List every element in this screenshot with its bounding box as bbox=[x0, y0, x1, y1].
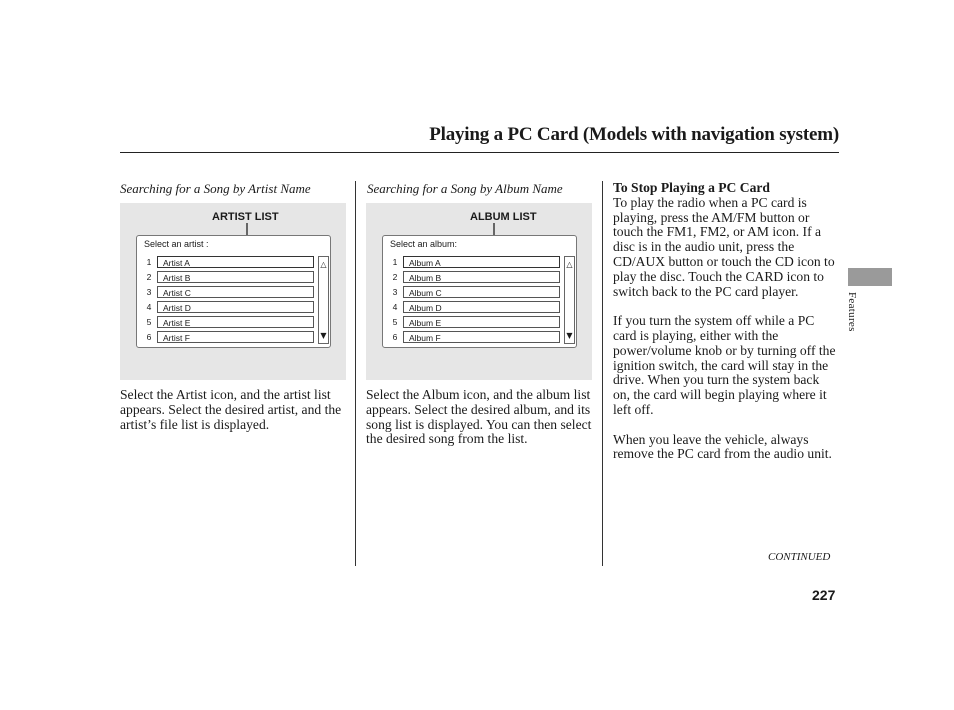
artist-list-figure bbox=[120, 203, 346, 380]
artist-item[interactable]: Artist D bbox=[157, 301, 314, 313]
album-list-figure bbox=[366, 203, 592, 380]
scrollbar[interactable] bbox=[318, 256, 329, 344]
artist-item[interactable]: Artist C bbox=[157, 286, 314, 298]
scroll-up-arrow-icon[interactable]: △ bbox=[566, 260, 573, 269]
artist-body-text: Select the Artist icon, and the artist list appears. Select the desired artist, and the artist’s file list is displayed. bbox=[120, 387, 342, 432]
artist-item[interactable]: Artist F bbox=[157, 331, 314, 343]
album-item[interactable]: Album C bbox=[403, 286, 560, 298]
album-item[interactable]: Album F bbox=[403, 331, 560, 343]
row-number: 6 bbox=[392, 332, 398, 342]
paragraph: When you leave the vehicle, always remove the PC card from the audio unit. bbox=[613, 431, 832, 462]
artist-item[interactable]: Artist A bbox=[157, 256, 314, 268]
album-list-screen bbox=[382, 235, 577, 348]
row-number: 5 bbox=[146, 317, 152, 327]
section-tab-label: Features bbox=[846, 292, 858, 332]
scroll-down-arrow-icon[interactable]: ▼ bbox=[566, 331, 573, 340]
row-number: 4 bbox=[146, 302, 152, 312]
title-rule bbox=[120, 152, 839, 153]
page-title: Playing a PC Card (Models with navigation system) bbox=[429, 124, 839, 145]
scrollbar[interactable] bbox=[564, 256, 575, 344]
row-number: 4 bbox=[392, 302, 398, 312]
artist-item[interactable]: Artist B bbox=[157, 271, 314, 283]
artist-list-label: ARTIST LIST bbox=[212, 211, 279, 223]
album-item[interactable]: Album D bbox=[403, 301, 560, 313]
scroll-down-arrow-icon[interactable]: ▼ bbox=[320, 331, 327, 340]
row-number: 2 bbox=[392, 272, 398, 282]
row-number: 1 bbox=[146, 257, 152, 267]
row-number: 3 bbox=[392, 287, 398, 297]
album-item[interactable]: Album E bbox=[403, 316, 560, 328]
page-number: 227 bbox=[812, 587, 836, 603]
artist-list-screen bbox=[136, 235, 331, 348]
right-column bbox=[613, 181, 839, 477]
row-number: 3 bbox=[146, 287, 152, 297]
paragraph: If you turn the system off while a PC card is playing, either with the power/volume knob or by turning off the ignition switch, the card will stay in the drive. When you turn the system back on, the card will begin playing where it left off. bbox=[613, 313, 836, 417]
continued-label: CONTINUED bbox=[768, 551, 831, 563]
scroll-up-arrow-icon[interactable]: △ bbox=[320, 260, 327, 269]
artist-list-prompt: Select an artist : bbox=[144, 239, 209, 249]
album-list-label: ALBUM LIST bbox=[470, 211, 537, 223]
artist-item[interactable]: Artist E bbox=[157, 316, 314, 328]
section-heading: To Stop Playing a PC Card bbox=[613, 180, 770, 195]
row-number: 5 bbox=[392, 317, 398, 327]
album-list-prompt: Select an album: bbox=[390, 239, 458, 249]
row-number: 1 bbox=[392, 257, 398, 267]
album-item[interactable]: Album A bbox=[403, 256, 560, 268]
album-item[interactable]: Album B bbox=[403, 271, 560, 283]
row-number: 2 bbox=[146, 272, 152, 282]
column-divider-1 bbox=[355, 181, 356, 566]
row-number: 6 bbox=[146, 332, 152, 342]
paragraph: To play the radio when a PC card is playing, press the AM/FM button or touch the FM1, FM2, or AM icon. If a disc is in the audio unit, press the CD/AUX button or touch the CD icon to play the disc. Touch the CARD icon to switch back to the PC card player. bbox=[613, 194, 835, 299]
artist-figure-caption: Searching for a Song by Artist Name bbox=[120, 181, 311, 196]
album-figure-caption: Searching for a Song by Album Name bbox=[367, 181, 563, 196]
section-tab-marker bbox=[848, 268, 892, 286]
column-divider-2 bbox=[602, 181, 603, 566]
album-body-text: Select the Album icon, and the album list appears. Select the desired album, and its song list is displayed. You can then select the desired song from the list. bbox=[366, 387, 592, 447]
